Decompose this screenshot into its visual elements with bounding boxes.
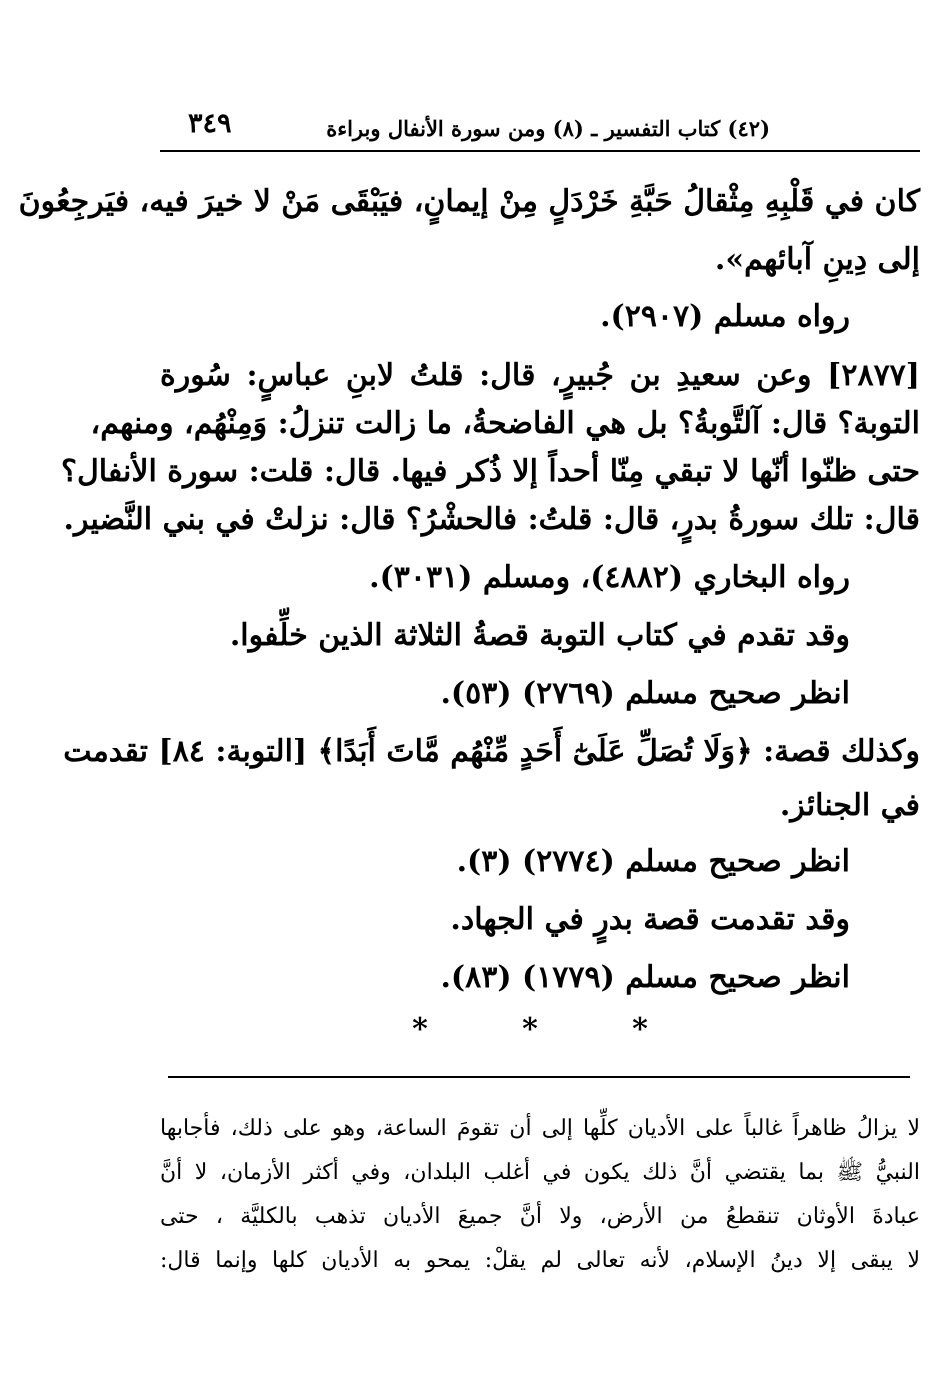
- note-badr-story: وقد تقدمت قصة بدرٍ في الجهاد.: [450, 902, 850, 937]
- note-three-left-behind: وقد تقدم في كتاب التوبة قصةُ الثلاثة الذين خلِّفوا.: [229, 618, 850, 653]
- page-number: ٣٤٩: [188, 108, 232, 139]
- note-quran-verse-line-1: وكذلك قصة: ﴿وَلَا تُصَلِّ عَلَىٰٓ أَحَدٍ مِّنْهُم مَّاتَ أَبَدًا﴾ [التوبة: ٨٤] تقدمت: [63, 734, 920, 769]
- note-quran-verse-line-2: في الجنائز.: [779, 788, 920, 823]
- footnote-line-4: لا يبقى إلا دينُ الإسلام، لأنه تعالى لم يقلْ: يمحو به الأديان كلها وإنما قال:: [160, 1248, 920, 1273]
- separator-star: *: [412, 1012, 428, 1047]
- separator-star: *: [632, 1012, 648, 1047]
- footnote-line-3: عبادةَ الأوثان تنقطعُ من الأرض، ولا أنَّ جميعَ الأديان تذهب بالكليَّة ، حتى: [160, 1204, 920, 1229]
- citation-bukhari-muslim: رواه البخاري (٤٨٨٢)، ومسلم (٣٠٣١).: [369, 560, 850, 595]
- running-head: (٤٢) كتاب التفسير ـ (٨) ومن سورة الأنفال وبراءة: [326, 116, 770, 141]
- footnote-line-2: النبيُّ ﷺ بما يقتضي أنَّ ذلك يكون في أغلب البلدان، وفي أكثر الأزمان، لا أنَّ: [160, 1160, 920, 1185]
- footnote-line-1: لا يزالُ ظاهراً غالباً على الأديان كلِّها إلى أن تقومَ الساعة، وهو على ذلك، فأجابها: [160, 1116, 920, 1141]
- hadith-continuation-line-2: إلى دِينِ آبائهم».: [714, 242, 920, 277]
- hadith-2877-line-2: التوبة؟ قال: آلتَّوبةُ؟ بل هي الفاضحةُ، ما زالت تنزلُ: وَمِنْهُم، ومنهم،: [90, 406, 920, 441]
- citation-muslim-2769: انظر صحيح مسلم (٢٧٦٩) (٥٣).: [440, 676, 850, 711]
- header-rule: [160, 150, 920, 152]
- hadith-2877-line-4: قال: تلك سورةُ بدرٍ، قال: قلتُ: فالحشْرُ؟ قال: نزلتْ في بني النَّضير.: [63, 502, 920, 537]
- hadith-2877-line-1: [٢٨٧٧] وعن سعيدِ بن جُبيرٍ، قال: قلتُ لابنِ عباسٍ: سُورة: [160, 358, 920, 393]
- citation-muslim-2907: رواه مسلم (٢٩٠٧).: [600, 299, 850, 334]
- hadith-2877-line-3: حتى ظنّوا أنّها لا تبقي مِنّا أحداً إلا ذُكر فيها. قال: قلت: سورة الأنفال؟: [61, 454, 920, 489]
- section-separator: [400, 1010, 660, 1050]
- separator-star: *: [522, 1012, 538, 1047]
- hadith-continuation-line-1: كان في قَلْبِهِ مِثْقالُ حَبَّةِ خَرْدَلٍ مِنْ إيمانٍ، فيَبْقَى مَنْ لا خيرَ فيه، فيَرجِعُونَ: [18, 184, 920, 219]
- citation-muslim-1779: انظر صحيح مسلم (١٧٧٩) (٨٣).: [440, 960, 850, 995]
- footnote-rule: [168, 1076, 910, 1078]
- citation-muslim-2774: انظر صحيح مسلم (٢٧٧٤) (٣).: [456, 844, 850, 879]
- page-header: [160, 108, 920, 148]
